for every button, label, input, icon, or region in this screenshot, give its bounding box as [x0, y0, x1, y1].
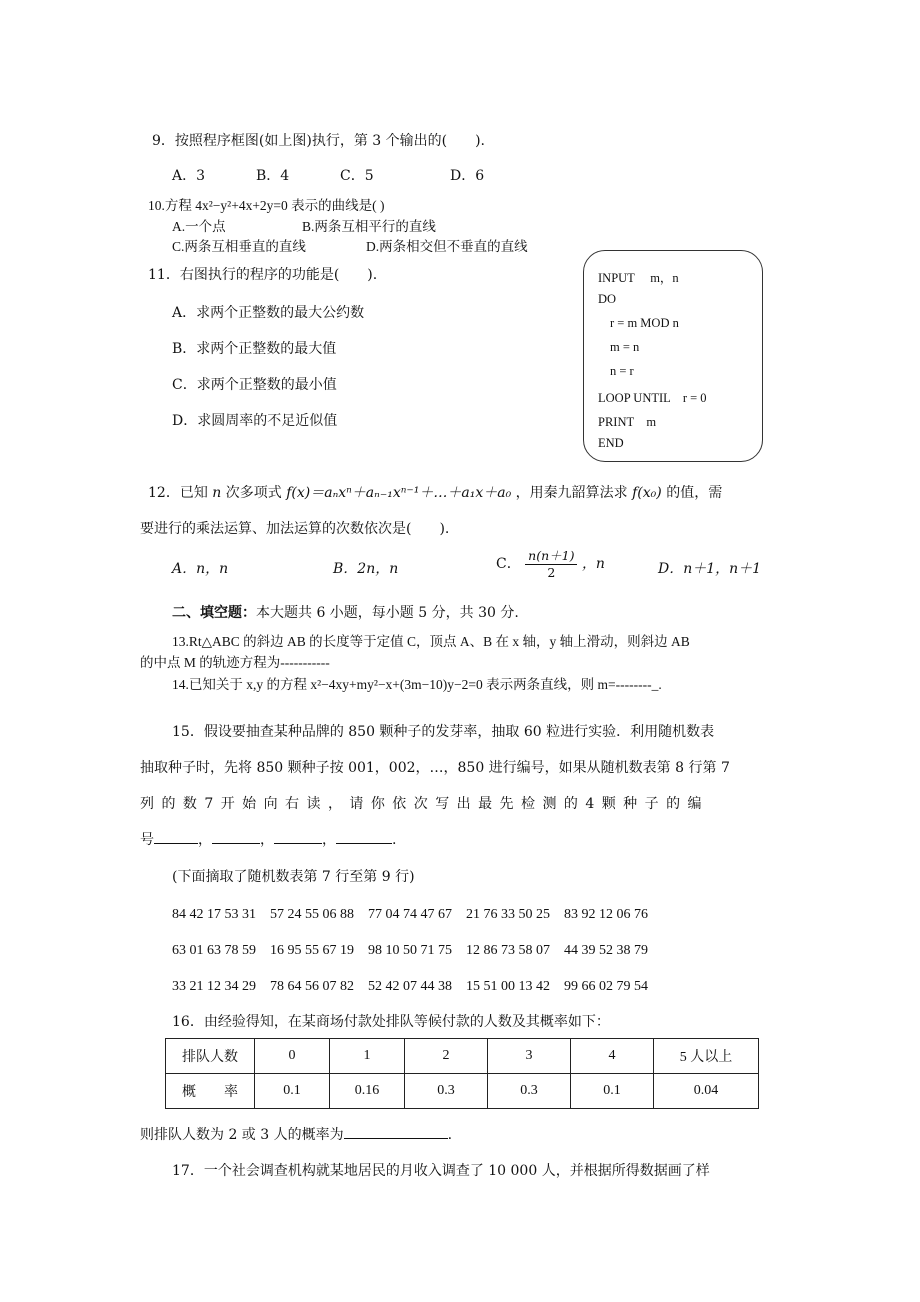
table-cell: 0.1	[571, 1074, 654, 1109]
code-line-n-assign: n = r	[610, 364, 634, 378]
q13-line2: 的中点 M 的轨迹方程为-----------	[140, 655, 330, 670]
q12-option-c	[496, 546, 605, 580]
q16-answer-line	[140, 1124, 452, 1144]
q12-option-d: D．n＋1，n＋1	[658, 561, 762, 577]
q12-option-c-label: C．	[496, 556, 521, 572]
q9-option-a: A．3	[172, 168, 206, 184]
code-line-do: DO	[598, 292, 617, 306]
table-cell: 0.3	[405, 1074, 488, 1109]
q12-prefix: 12．已知	[148, 485, 208, 501]
table-header-cell: 1	[330, 1039, 405, 1074]
q16-answer-prefix: 则排队人数为 2 或 3 人的概率为	[140, 1127, 344, 1143]
q12-stem-a: 次多项式	[225, 485, 282, 501]
q11-stem: 11．右图执行的程序的功能是( ).	[148, 267, 378, 283]
q15-line2: 抽取种子时，先将 850 颗种子按 001，002，…，850 进行编号，如果从随机数表第 8 行第 7	[140, 760, 730, 776]
code-line-m-assign: m = n	[610, 340, 640, 354]
table-cell: 0.04	[654, 1074, 759, 1109]
q11-option-b: B．求两个正整数的最大值	[172, 341, 337, 357]
q10-option-b: B.两条互相平行的直线	[302, 219, 436, 234]
q10-stem: 10.方程 4x²−y²+4x+2y=0 表示的曲线是( )	[148, 198, 385, 213]
table-row	[166, 1074, 759, 1109]
program-code-box	[583, 250, 763, 462]
q12-option-c-denominator: 2	[547, 565, 556, 580]
q9-option-c: C．5	[340, 168, 374, 184]
q12-line2: 要进行的乘法运算、加法运算的次数依次是( ).	[140, 521, 450, 537]
q11-option-a: A．求两个正整数的最大公约数	[172, 305, 365, 321]
q12-line1	[148, 482, 722, 502]
q9-option-b: B．4	[256, 168, 290, 184]
q12-n: n	[212, 485, 222, 501]
table-header-cell: 5 人以上	[654, 1039, 759, 1074]
q10-option-c: C.两条互相垂直的直线	[172, 239, 306, 254]
table-header-cell: 3	[488, 1039, 571, 1074]
q15-answer-blank-1[interactable]	[154, 829, 198, 844]
code-line-loop-until: LOOP UNTIL r = 0	[598, 391, 707, 405]
q15-line1: 15．假设要抽查某种品牌的 850 颗种子的发芽率，抽取 60 粒进行实验．利用随机数表	[172, 724, 715, 740]
q14-text: 14.已知关于 x,y 的方程 x²−4xy+my²−x+(3m−10)y−2=0 表示两条直线，则 m=--------_.	[172, 677, 662, 692]
q12-option-c-fraction	[525, 546, 577, 580]
q12-fx0: f(x₀)	[632, 485, 662, 501]
table-header-cell: 4	[571, 1039, 654, 1074]
table-cell: 0.1	[255, 1074, 330, 1109]
q15-line3: 列 的 数 7 开 始 向 右 读 ， 请 你 依 次 写 出 最 先 检 测 的 4 颗 种 子 的 编	[140, 796, 702, 812]
table-cell: 概 率	[166, 1074, 255, 1109]
table-header-cell: 排队人数	[166, 1039, 255, 1074]
table-row	[166, 1039, 759, 1074]
code-line-mod: r = m MOD n	[610, 316, 679, 330]
section2-label: 二、填空题：	[172, 605, 256, 621]
q12-option-a: A．n，n	[172, 561, 229, 577]
q9-option-d: D．6	[450, 168, 485, 184]
q15-line4-prefix: 号	[140, 832, 154, 848]
section2-text: 本大题共 6 小题，每小题 5 分，共 30 分.	[256, 605, 519, 621]
q15-answer-blank-4[interactable]	[336, 829, 392, 844]
random-table-row-7: 84 42 17 53 31 57 24 55 06 88 77 04 74 47 67 21 76 33 50 25 83 92 12 06 76	[172, 907, 648, 922]
q13-line1: 13.Rt△ABC 的斜边 AB 的长度等于定值 C，顶点 A、B 在 x 轴，y 轴上滑动，则斜边 AB	[172, 634, 690, 649]
q12-option-c-numerator: n(n＋1)	[525, 546, 577, 565]
q15-answer-blank-2[interactable]	[212, 829, 260, 844]
q12-polynomial: f(x)＝aₙxⁿ＋aₙ₋₁xⁿ⁻¹＋…＋a₁x＋a₀	[286, 485, 512, 501]
q15-answer-blank-3[interactable]	[274, 829, 322, 844]
table-cell: 0.3	[488, 1074, 571, 1109]
q12-stem-b: ，用秦九韶算法求	[515, 485, 628, 501]
q12-option-b: B．2n，n	[333, 561, 399, 577]
q11-option-c: C．求两个正整数的最小值	[172, 377, 337, 393]
q9-stem: 9．按照程序框图(如上图)执行，第 3 个输出的( ).	[152, 133, 486, 149]
table-cell: 0.16	[330, 1074, 405, 1109]
random-table-row-9: 33 21 12 34 29 78 64 56 07 82 52 42 07 44 38 15 51 00 13 42 99 66 02 79 54	[172, 979, 648, 994]
code-line-input: INPUT m，n	[598, 271, 679, 285]
q16-answer-blank[interactable]	[344, 1124, 448, 1139]
code-line-end: END	[598, 436, 624, 450]
q11-option-d: D．求圆周率的不足近似值	[172, 413, 338, 429]
q16-stem: 16．由经验得知，在某商场付款处排队等候付款的人数及其概率如下：	[172, 1014, 610, 1030]
code-line-print: PRINT m	[598, 415, 657, 429]
table-header-cell: 2	[405, 1039, 488, 1074]
random-table-row-8: 63 01 63 78 59 16 95 55 67 19 98 10 50 71 75 12 86 73 58 07 44 39 52 38 79	[172, 943, 648, 958]
probability-table	[165, 1038, 759, 1109]
section2-heading	[172, 602, 519, 622]
q15-line4: 号 ， ， ， .	[140, 829, 396, 849]
q10-option-a: A.一个点	[172, 219, 226, 234]
q12-stem-c: 的值，需	[666, 485, 723, 501]
q10-option-d: D.两条相交但不垂直的直线	[366, 239, 528, 254]
q15-note: (下面摘取了随机数表第 7 行至第 9 行)	[172, 869, 415, 885]
q17-text: 17．一个社会调查机构就某地居民的月收入调查了 10 000 人，并根据所得数据画了样	[172, 1163, 710, 1179]
table-header-cell: 0	[255, 1039, 330, 1074]
q16-answer-suffix: .	[447, 1127, 453, 1143]
q12-option-c-tail: ，n	[581, 556, 605, 572]
